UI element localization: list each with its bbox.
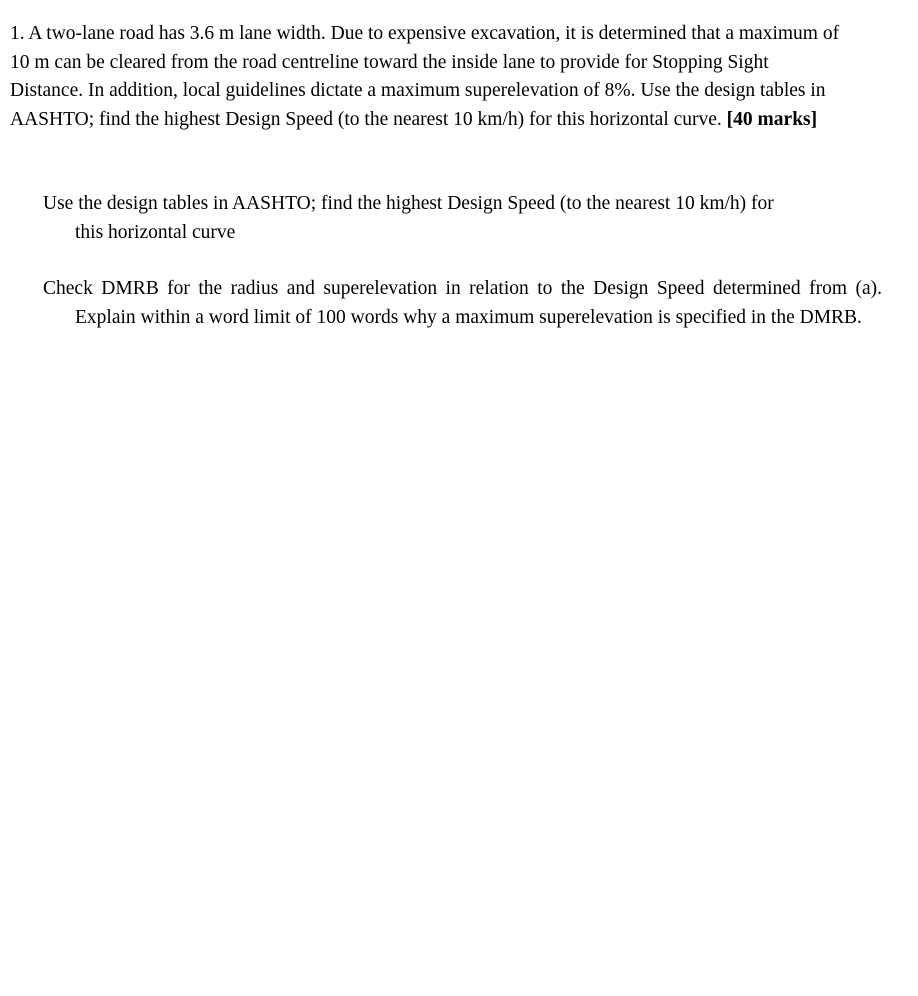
sub-question-i (10, 190, 790, 247)
sub-question-i-text: Use the design tables in AASHTO; find the highest Design Speed (to the nearest 10 km/h) for this horizontal curve (43, 193, 774, 243)
sub-question-ii-text: Check DMRB for the radius and superelevation in relation to the Design Speed determined from (a). Explain within a word limit of 100 words why a maximum superelevation is specified in the DMRB. (43, 278, 882, 328)
sub-question-ii-label (10, 275, 43, 304)
sub-question-i-label (10, 190, 43, 219)
question-1-text: 1. A two-lane road has 3.6 m lane width. Due to expensive excavation, it is determined that a maximum of 10 m can be cleared from the road centreline toward the inside lane to provide for Stopping Sight Distance. In addition, local guidelines dictate a maximum superelevation of 8%. Use the design tables in AASHTO; find the highest Design Speed (to the nearest 10 km/h) for this horizontal curve. (10, 23, 840, 130)
question-1 (10, 20, 840, 134)
question-1-marks: [40 marks] (726, 108, 818, 130)
sub-question-ii (10, 275, 882, 332)
